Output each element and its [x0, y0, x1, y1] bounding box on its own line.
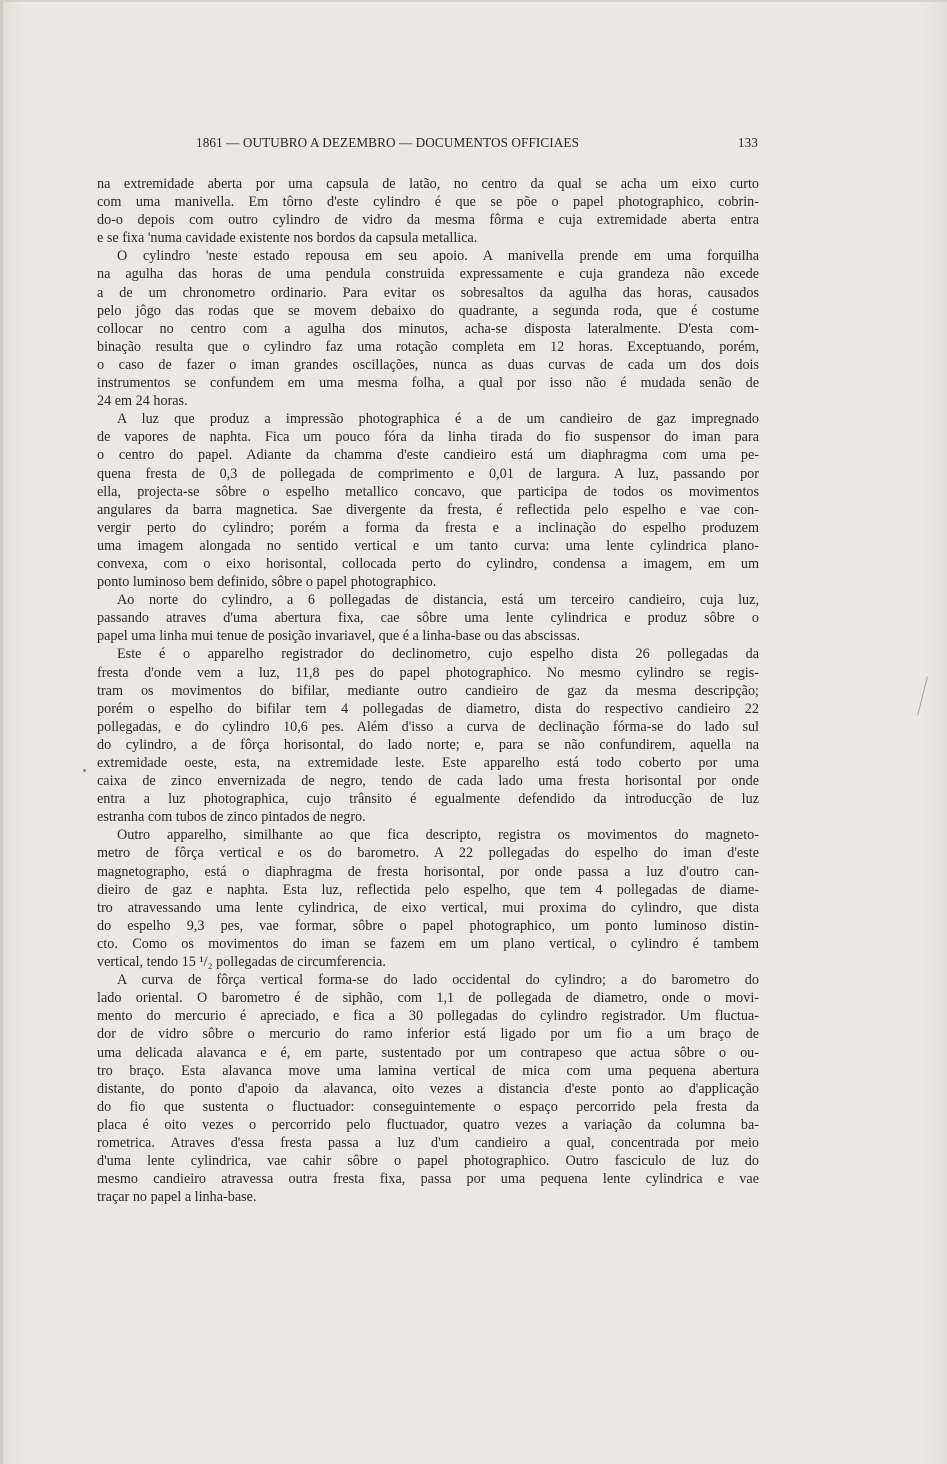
text-line: uma imagem alongada no sentido vertical e um tanto curva: uma lente cylindrica plano-: [97, 537, 759, 554]
text-line: vergir perto do cylindro; porém a forma da fresta e a inclinação do espelho produzem: [97, 519, 759, 536]
page-number: 133: [737, 135, 758, 150]
text-line: o caso de fazer o iman grandes oscillações, nunca as duas curvas de cada um dos dois: [97, 356, 759, 373]
text-line: com uma manivella. Em tôrno d'este cylindro é que se põe o papel photographico, cobrin-: [97, 194, 759, 211]
text-line: pollegadas, e do cylindro 10,6 pes. Além d'isso a curva de declinação fórma-se do lado sul: [97, 718, 759, 735]
text-line: na agulha das horas de uma pendula construida expressamente e cuja grandeza não excede: [97, 266, 759, 283]
text-line: placa é oito vezes o percorrido pelo fluctuador, quatro vezes a variação da columna ba-: [97, 1116, 759, 1133]
text-line: Ao norte do cylindro, a 6 pollegadas de distancia, está um terceiro candieiro, cuja luz,: [117, 592, 759, 609]
body-text: [97, 175, 759, 1206]
text-line: dieiro de gaz e naphta. Esta luz, reflectida pelo espelho, que tem 4 pollegadas de diame-: [97, 881, 759, 898]
text-line: lado oriental. O barometro é de siphão, com 1,1 de pollegada de diametro, onde o movi-: [97, 990, 759, 1007]
text-line: vertical, tendo 15 ¹/₂ pollegadas de circumferencia.: [97, 954, 386, 971]
text-line: fresta d'onde vem a luz, 11,8 pes do papel photographico. No mesmo cylindro se regis-: [97, 664, 759, 681]
text-line: caixa de zinco envernizada de negro, tendo de cada lado uma fresta horisontal por onde: [97, 773, 759, 790]
text-line: do espelho 9,3 pes, vae formar, sôbre o papel photographico, um ponto luminoso distin-: [97, 917, 759, 934]
text-line: do cylindro, a de fôrça horisontal, do lado norte; e, para se não confundirem, aquella na: [97, 736, 759, 753]
text-line: collocar no centro com a agulha dos minutos, acha-se disposta lateralmente. D'esta com-: [97, 320, 759, 337]
text-line: distante, do ponto d'apoio da alavanca, oito vezes a distancia d'este ponto ao d'applicação: [97, 1080, 759, 1097]
text-line: estranha com tubos de zinco pintados de negro.: [97, 809, 366, 826]
text-line: d'uma lente cylindrica, vae cahir sôbre o papel photographico. Outro fasciculo de luz do: [97, 1153, 759, 1170]
text-line: a de um chronometro ordinario. Para evitar os sobresaltos da agulha das horas, causados: [97, 284, 759, 301]
text-line: do-o depois com outro cylindro de vidro da mesma fôrma e cuja extremidade aberta entra: [97, 212, 759, 229]
text-line: extremidade oeste, esta, na extremidade leste. Este apparelho está todo coberto por uma: [97, 755, 759, 771]
text-line: cto. Como os movimentos do iman se fazem em um plano vertical, o cylindro é tambem: [97, 935, 759, 952]
text-line: e se fixa 'numa cavidade existente nos bordos da capsula metallica.: [97, 230, 478, 247]
text-line: uma delicada alavanca e é, em parte, sustentado por um contrapeso que actua sôbre o ou-: [97, 1044, 759, 1061]
text-line: ponto luminoso bem definido, sôbre o papel photographico.: [97, 574, 437, 591]
text-line: na extremidade aberta por uma capsula de latão, no centro da qual se acha um eixo curto: [97, 176, 759, 192]
text-line: papel uma linha mui tenue de posição invariavel, que é a linha-base ou das abscissas.: [97, 628, 581, 645]
text-line: Este é o apparelho registrador do declinometro, cujo espelho dista 26 pollegadas da: [117, 646, 759, 663]
text-line: magnetographo, está o diaphragma de fresta horisontal, por onde passa a luz d'outro can-: [97, 863, 759, 880]
text-line: metro de fôrça vertical e os do barometro. A 22 pollegadas do espelho do iman d'este: [97, 845, 759, 862]
text-line: tram os movimentos do bifilar, mediante outro candieiro de gaz da mesma descripção;: [97, 682, 759, 699]
text-line: do fio que sustenta o fluctuador: conseguintemente o espaço percorrido pela fresta da: [97, 1098, 759, 1115]
text-line: O cylindro 'neste estado repousa em seu apoio. A manivella prende em uma forquilha: [117, 248, 759, 265]
margin-dot: [83, 769, 86, 772]
text-line: tro atravessando uma lente cylindrica, de eixo vertical, mui proxima do cylindro, que dista: [97, 899, 759, 916]
text-line: mesmo candieiro atravessa outra fresta fixa, passa por uma pequena lente cylindrica e vae: [97, 1171, 759, 1188]
text-line: porém o espelho do bifilar tem 4 pollegadas de diametro, dista do respectivo candieiro 22: [97, 700, 759, 717]
text-line: pelo jôgo das rodas que se movem debaixo do quadrante, a segunda roda, que é costume: [97, 302, 759, 319]
text-line: quena fresta de 0,3 de pollegada de comprimento e 0,01 de largura. A luz, passando por: [97, 465, 759, 482]
text-line: A luz que produz a impressão photographica é a de um candieiro de gaz impregnado: [117, 411, 759, 428]
text-line: dor de vidro sôbre o mercurio do ramo inferior está ligado por um fio a um braço de: [97, 1026, 759, 1043]
text-line: o centro do papel. Adiante da chamma d'este candieiro está um diaphragma com uma pe-: [97, 447, 759, 464]
text-line: Outro apparelho, similhante ao que fica descripto, registra os movimentos do magneto-: [117, 827, 759, 844]
text-line: 24 em 24 horas.: [97, 393, 188, 410]
text-line: traçar no papel a linha-base.: [97, 1189, 257, 1206]
text-line: mento do mercurio é apreciado, e fica a 30 pollegadas do cylindro registrador. Um fluctua-: [97, 1008, 759, 1025]
header-title: 1861 — OUTUBRO A DEZEMBRO — DOCUMENTOS OFFICIAES: [196, 135, 579, 150]
text-line: instrumentos se confundem em uma mesma folha, a qual por isso não é mudada senão de: [97, 375, 759, 392]
text-line: de vapores de naphta. Fica um pouco fóra da linha tirada do fio suspensor do iman para: [97, 429, 759, 446]
text-line: A curva de fôrça vertical forma-se do lado occidental do cylindro; a do barometro do: [117, 972, 759, 989]
text-line: passando atraves d'uma abertura fixa, cae sôbre uma lente cylindrica e produz sôbre o: [97, 610, 759, 627]
text-line: ella, projecta-se sôbre o espelho metallico concavo, que participa de todos os movimentos: [97, 483, 759, 500]
text-line: angulares da barra magnetica. Sae divergente da fresta, é reflectida pelo espelho e vae con-: [97, 501, 759, 518]
text-line: rometrica. Atraves d'essa fresta passa a luz d'um candieiro a qual, concentrada por meio: [97, 1134, 759, 1151]
text-line: entra a luz photographica, cujo trânsito é egualmente defendido da introducção de luz: [97, 791, 759, 808]
text-line: binação resulta que o cylindro faz uma rotação completa em 12 horas. Exceptuando, porém,: [97, 338, 759, 355]
running-header: [196, 135, 764, 155]
text-line: convexa, com o eixo horisontal, collocada perto do cylindro, condensa a imagem, em um: [97, 555, 759, 572]
text-line: tro braço. Esta alavanca move uma lamina vertical de mica com uma pequena abertura: [97, 1062, 759, 1079]
